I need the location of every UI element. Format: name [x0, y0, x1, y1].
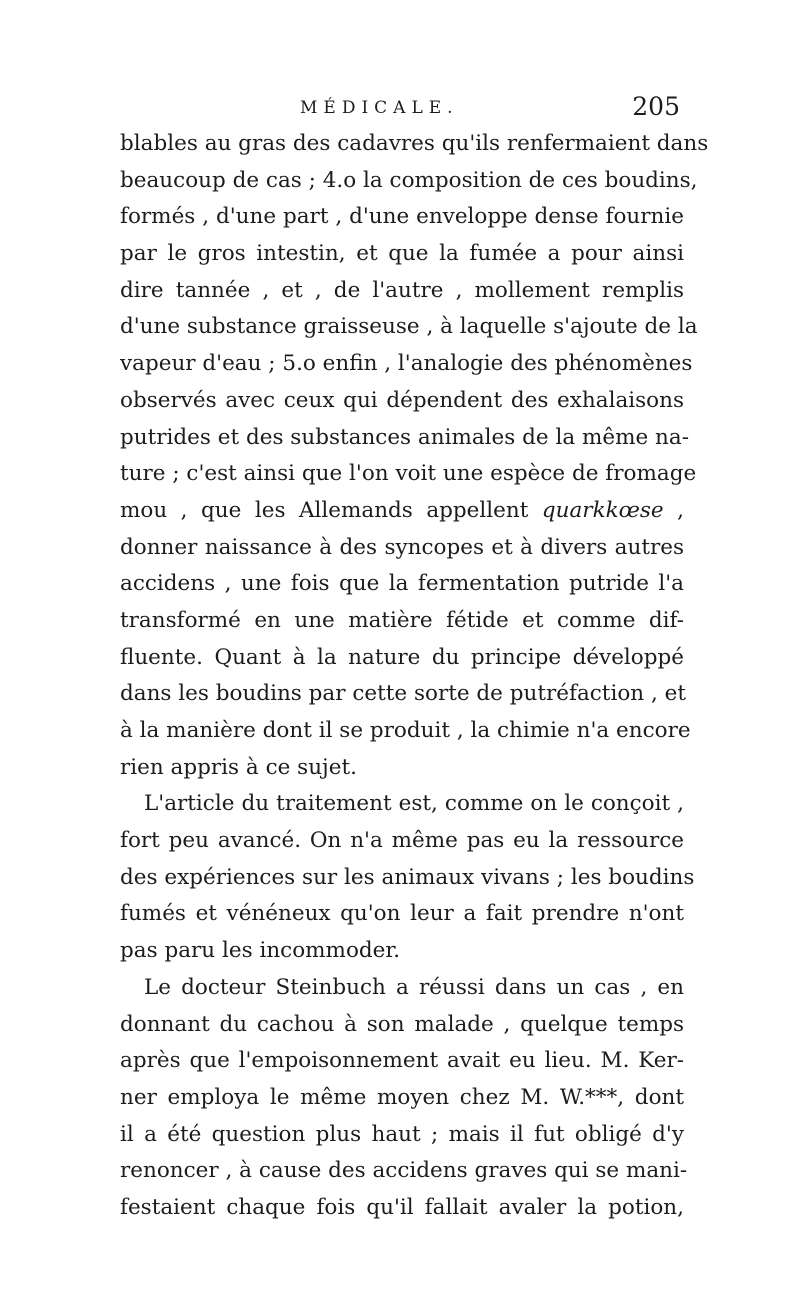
paragraph-end-line: pas paru les incommoder.	[120, 938, 401, 964]
text-line: accidens , une fois que la fermentation putride l'a	[120, 571, 684, 597]
text-line: observés avec ceux qui dépendent des exhalaisons	[120, 387, 684, 413]
text-line: renoncer , à cause des accidens graves qui se mani-	[120, 1158, 688, 1184]
text-line: donnant du cachou à son malade , quelque temps	[120, 1011, 684, 1037]
text-segment: ,	[663, 497, 684, 523]
text-line: dire tannée , et , de l'autre , mollement remplis	[120, 277, 684, 303]
text-line: fort peu avancé. On n'a même pas eu la ressource	[120, 828, 684, 854]
text-line: blables au gras des cadavres qu'ils renfermaient dans	[120, 131, 709, 156]
text-segment: mou , que les Allemands appellent	[120, 497, 542, 523]
paragraph-start-line: Le docteur Steinbuch a réussi dans un cas , en	[144, 974, 684, 1000]
body-text	[120, 126, 709, 1227]
text-line: il a été question plus haut ; mais il fut obligé d'y	[120, 1121, 684, 1147]
text-line: des expériences sur les animaux vivans ; les boudins	[120, 864, 695, 890]
text-line: putrides et des substances animales de la même na-	[120, 424, 689, 450]
text-line: transformé en une matière fétide et comme dif-	[120, 607, 684, 633]
text-line-with-italic	[120, 493, 684, 530]
paragraph-start-line: L'article du traitement est, comme on le conçoit ,	[144, 791, 684, 817]
text-line: par le gros intestin, et que la fumée a pour ainsi	[120, 241, 684, 267]
text-line: ture ; c'est ainsi que l'on voit une espèce de fromage	[120, 461, 697, 487]
text-line: fluente. Quant à la nature du principe développé	[120, 644, 684, 670]
text-line: après que l'empoisonnement avait eu lieu. M. Ker-	[120, 1048, 684, 1074]
paragraph-end-line: rien appris à ce sujet.	[120, 754, 357, 780]
running-title: MÉDICALE.	[300, 98, 459, 118]
text-line: ner employa le même moyen chez M. W.***, dont	[120, 1084, 684, 1110]
text-line: vapeur d'eau ; 5.o enfin , l'analogie des phénomènes	[120, 351, 693, 377]
running-head	[120, 92, 690, 128]
italic-term: quarkkœse	[541, 497, 664, 523]
text-line: formés , d'une part , d'une enveloppe dense fournie	[120, 204, 684, 230]
text-line: d'une substance graisseuse , à laquelle s'ajoute de la	[120, 314, 698, 340]
text-line: fumés et vénéneux qu'on leur a fait prendre n'ont	[120, 901, 684, 927]
text-line: à la manière dont il se produit , la chimie n'a encore	[120, 718, 691, 743]
page-number: 205	[632, 92, 680, 121]
text-line: dans les boudins par cette sorte de putréfaction , et	[120, 681, 686, 707]
text-line: beaucoup de cas ; 4.o la composition de ces boudins,	[120, 167, 698, 193]
text-line: donner naissance à des syncopes et à divers autres	[120, 534, 684, 560]
text-line: festaient chaque fois qu'il fallait avaler la potion,	[120, 1194, 684, 1220]
